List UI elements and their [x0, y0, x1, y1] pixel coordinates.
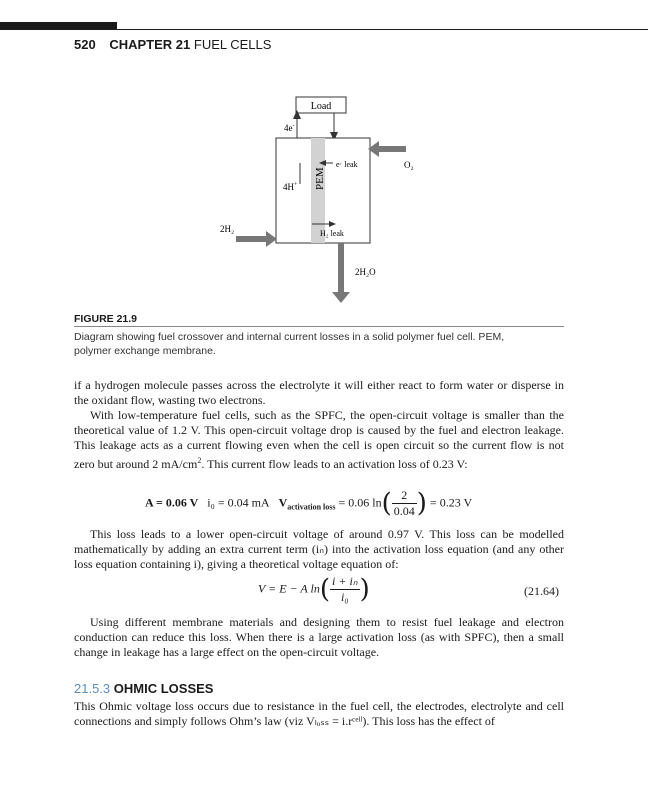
- equation-activation-loss: A = 0.06 V i₀ = 0.04 mA $V_{activation loss} = 0.06$ ln( $\frac{2}{0.04}$ ) = 0.23 V: [145, 488, 473, 519]
- section-title: OHMIC LOSSES: [113, 681, 214, 696]
- electrons-label: 4e-: [284, 123, 295, 133]
- oxidant-in-arrow: [378, 146, 406, 152]
- hydrogen-leak-label: H₂ leak: [320, 229, 344, 238]
- paragraph-3: This loss leads to a lower open-circuit voltage of around 0.97 V. This loss can be modelled mathematically by adding an extra current term (iₙ) into the activation loss equation (and any other loss equation containing i), giving a theoretical voltage equation of:: [74, 527, 564, 571]
- water-out-arrow: [338, 243, 344, 293]
- figure-label: FIGURE 21.9: [74, 313, 138, 325]
- chapter-title: FUEL CELLS: [193, 37, 272, 52]
- electron-leak-label: e· leak: [336, 160, 358, 169]
- paragraph-4: Using different membrane materials and designing them to resist fuel leakage and electron conduction can reduce this loss. When there is a large activation loss (as with SPFC), then a small change in leakage has a large effect on the open-circuit voltage.: [74, 615, 564, 659]
- paragraph-1: if a hydrogen molecule passes across the electrolyte it will either react to form water or disperse in the oxidant flow, wasting two electrons.: [74, 378, 564, 407]
- equation-voltage: V = E − A ln( $\frac{\text{i + iₙ}}{\text{i₀}}$ ): [258, 574, 370, 605]
- equation-number: (21.64): [524, 584, 559, 598]
- figure-caption: Diagram showing fuel crossover and internal current losses in a solid polymer fuel cell. PEM, polymer exchange membrane.: [74, 331, 505, 357]
- protons-label: 4H+: [283, 182, 298, 192]
- section-heading: [74, 681, 213, 696]
- section-number: 21.5.3: [74, 681, 111, 696]
- paragraph-2: With low-temperature fuel cells, such as the SPFC, the open-circuit voltage is smaller than the theoretical value of 1.2 V. This open-circuit voltage drop is caused by the fuel and electron leakage. This leakage acts as a current flowing even when the cell is open circuit so the current flow is not zero but around 2 $mA/cm^2$. This current flow leads to an activation loss of 0.23 V:: [74, 408, 564, 471]
- fuel-label: 2H₂: [220, 224, 235, 234]
- chapter-label: CHAPTER 21: [109, 37, 191, 52]
- pem-label: PEM: [314, 167, 326, 190]
- fuel-in-arrow: [236, 236, 266, 242]
- fuel-cell-diagram: [0, 0, 648, 320]
- oxidant-label: O₂: [404, 160, 414, 170]
- figure-rule: [74, 326, 564, 327]
- water-label: 2H₂O: [355, 267, 376, 277]
- paragraph-5: This Ohmic voltage loss occurs due to resistance in the fuel cell, the electrodes, electrolyte and cell connections and simply follows Ohm’s law (viz Vₗₒₛₛ = i.rᶜᵉˡˡ). This loss has the effect of: [74, 699, 564, 728]
- load-label: Load: [310, 101, 332, 112]
- page-number: 520: [74, 37, 96, 52]
